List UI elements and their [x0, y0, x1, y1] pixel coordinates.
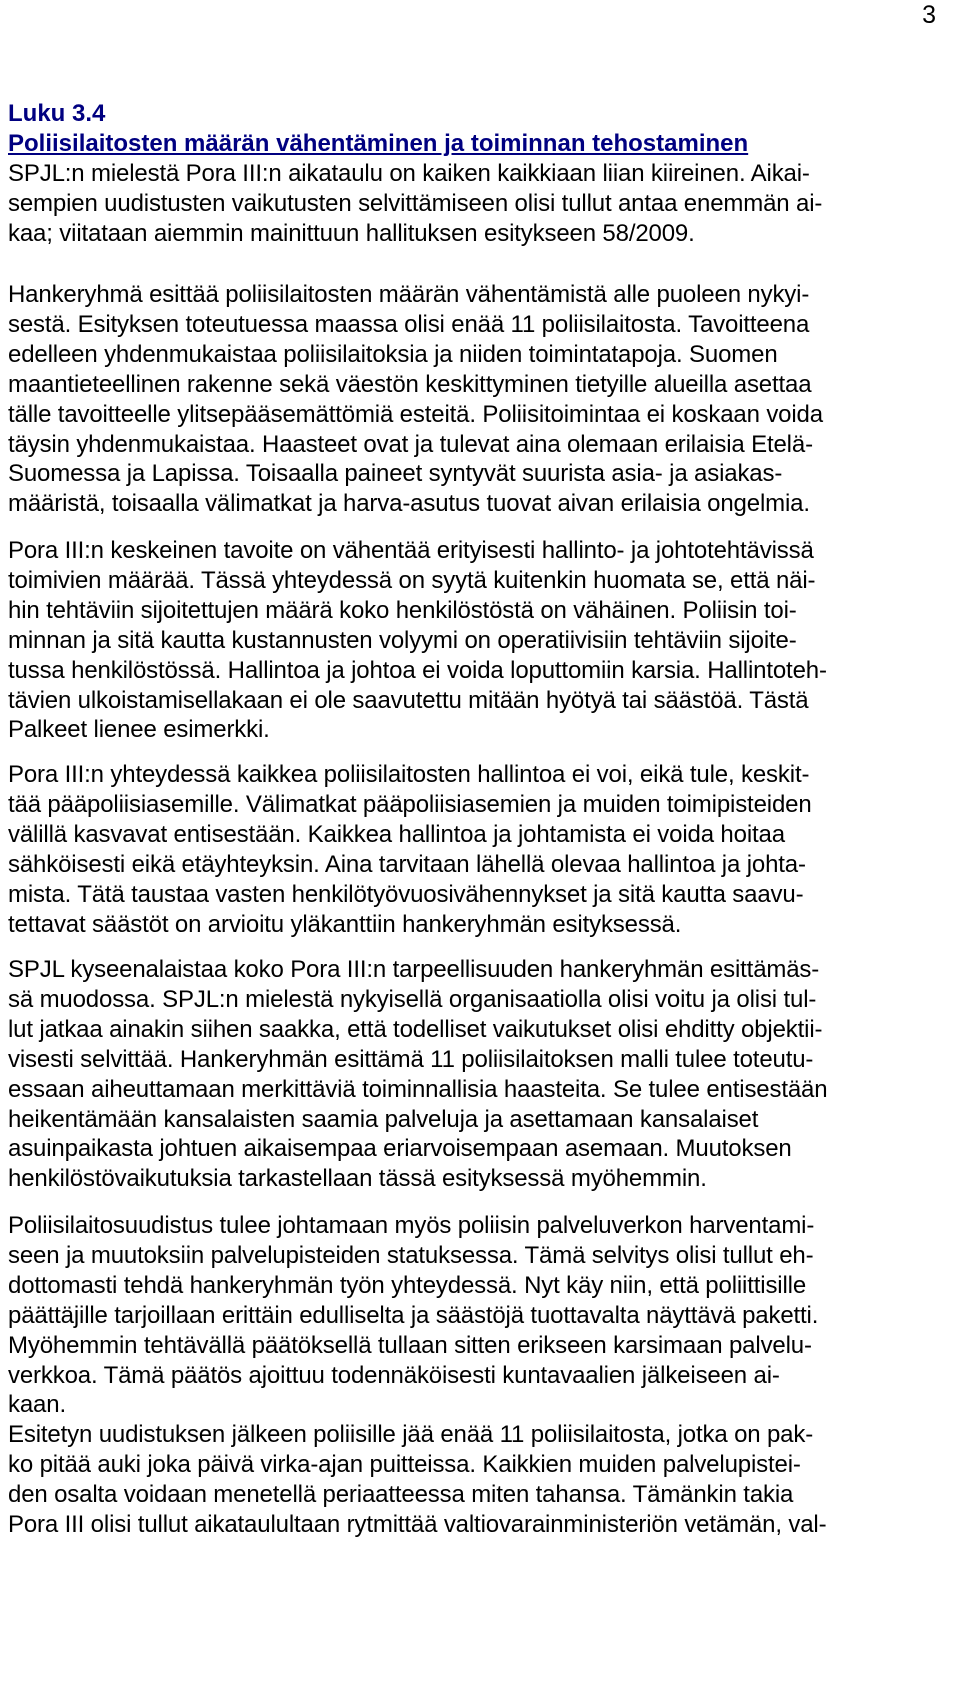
text-line: asuinpaikasta johtuen aikaisempaa eriarvoisempaan asemaan. Muutoksen: [8, 1135, 792, 1163]
text-line: Suomessa ja Lapissa. Toisaalla paineet syntyvät suurista asia- ja asiakas-: [8, 460, 783, 488]
text-line: Palkeet lienee esimerkki.: [8, 716, 270, 744]
text-line: tävien ulkoistamisellakaan ei ole saavutettu mitään hyötyä tai säästöä. Tästä: [8, 686, 809, 714]
paragraph-4: [8, 760, 812, 939]
text-line: edelleen yhdenmukaistaa poliisilaitoksia ja niiden toimintatapoja. Suomen: [8, 340, 778, 368]
text-line: sempien uudistusten vaikutusten selvittämiseen olisi tullut antaa enemmän ai-: [8, 189, 823, 217]
text-line: minnan ja sitä kautta kustannusten volyymi on operatiivisiin tehtäviin sijoite-: [8, 626, 797, 654]
text-line: tettavat säästöt on arvioitu yläkanttiin hankeryhmän esityksessä.: [8, 910, 682, 938]
text-line: määristä, toisaalla välimatkat ja harva-asutus tuovat aivan erilaisia ongelmia.: [8, 490, 810, 518]
text-line: dottomasti tehdä hankeryhmän työn yhteydessä. Nyt käy niin, että poliittisille: [8, 1271, 807, 1299]
text-line: essaan aiheuttamaan merkittäviä toiminnallisia haasteita. Se tulee entisestään: [8, 1075, 828, 1103]
text-line: Poliisilaitosuudistus tulee johtamaan myös poliisin palveluverkon harventami-: [8, 1212, 815, 1239]
text-line: Pora III olisi tullut aikataulultaan rytmittää valtiovarainministeriön vetämän, val-: [8, 1511, 827, 1539]
text-line: henkilöstövaikutuksia tarkastellaan tässä esityksessä myöhemmin.: [8, 1165, 707, 1193]
text-line: Pora III:n keskeinen tavoite on vähentää erityisesti hallinto- ja johtotehtävissä: [8, 537, 814, 564]
text-line: Esitetyn uudistuksen jälkeen poliisille jää enää 11 poliisilaitosta, jotka on pak-: [8, 1421, 814, 1449]
text-line: Myöhemmin tehtävällä päätöksellä tullaan sitten erikseen karsimaan palvelu-: [8, 1331, 812, 1359]
text-line: SPJL:n mielestä Pora III:n aikataulu on kaiken kaikkiaan liian kiireinen. Aikai-: [8, 160, 810, 187]
text-line: toimivien määrää. Tässä yhteydessä on syytä kuitenkin huomata se, että näi-: [8, 566, 816, 594]
text-line: tälle tavoitteelle ylitsepääsemättömiä esteitä. Poliisitoimintaa ei koskaan voida: [8, 400, 823, 428]
text-line: mista. Tätä taustaa vasten henkilötyövuosivähennykset ja sitä kautta saavu-: [8, 880, 804, 908]
text-line: tää pääpoliisiasemille. Välimatkat pääpoliisiasemien ja muiden toimipisteiden: [8, 790, 812, 818]
text-line: ko pitää auki joka päivä virka-ajan puitteissa. Kaikkien muiden palvelupistei-: [8, 1451, 801, 1479]
text-line: päättäjille tarjoillaan erittäin edulliselta ja säästöjä tuottavalta näyttävä paketti.: [8, 1301, 819, 1329]
paragraph-2: [8, 280, 823, 519]
text-line: kaan.: [8, 1391, 66, 1419]
text-line: kaa; viitataan aiemmin mainittuun hallituksen esitykseen 58/2009.: [8, 219, 695, 247]
paragraph-3: [8, 536, 827, 745]
paragraph-6: [8, 1211, 826, 1540]
text-line: maantieteellinen rakenne sekä väestön keskittyminen tietyille alueilla asettaa: [8, 370, 812, 398]
text-line: seen ja muutoksiin palvelupisteiden statuksessa. Tämä selvitys olisi tullut eh-: [8, 1241, 814, 1269]
text-line: Hankeryhmä esittää poliisilaitosten määrän vähentämistä alle puoleen nykyi-: [8, 281, 810, 308]
paragraph-5: [8, 955, 827, 1194]
text-line: sähköisesti eikä etäyhteyksin. Aina tarvitaan lähellä olevaa hallintoa ja johta-: [8, 850, 806, 878]
text-line: sä muodossa. SPJL:n mielestä nykyisellä organisaatiolla olisi voitu ja olisi tul-: [8, 985, 817, 1013]
text-line: visesti selvittää. Hankeryhmän esittämä 11 poliisilaitoksen malli tulee toteutu-: [8, 1045, 814, 1073]
chapter-title: Poliisilaitosten määrän vähentäminen ja toiminnan tehostaminen: [8, 130, 749, 157]
text-line: SPJL kyseenalaistaa koko Pora III:n tarpeellisuuden hankeryhmän esittämäs-: [8, 956, 820, 983]
text-line: lut jatkaa ainakin siihen saakka, että todelliset vaikutukset olisi ehditty objektii-: [8, 1015, 823, 1043]
text-line: täysin yhdenmukaistaa. Haasteet ovat ja tulevat aina olemaan erilaisia Etelä-: [8, 430, 813, 458]
text-line: den osalta voidaan menetellä periaatteessa miten tahansa. Tämänkin takia: [8, 1481, 794, 1509]
paragraph-1: [8, 159, 822, 249]
section-heading: [8, 99, 748, 159]
text-line: välillä kasvavat entisestään. Kaikkea hallintoa ja johtamista ei voida hoitaa: [8, 820, 785, 848]
text-line: tussa henkilöstössä. Hallintoa ja johtoa ei voida loputtomiin karsia. Hallintoteh-: [8, 656, 827, 684]
chapter-number: Luku 3.4: [8, 100, 106, 127]
text-line: sestä. Esityksen toteutuessa maassa olisi enää 11 poliisilaitosta. Tavoitteena: [8, 310, 810, 338]
text-line: Pora III:n yhteydessä kaikkea poliisilaitosten hallintoa ei voi, eikä tule, keskit-: [8, 761, 810, 788]
text-line: heikentämään kansalaisten saamia palveluja ja asettamaan kansalaiset: [8, 1105, 759, 1133]
page-number: 3: [922, 1, 936, 29]
text-line: verkkoa. Tämä päätös ajoittuu todennäköisesti kuntavaalien jälkeiseen ai-: [8, 1361, 780, 1389]
text-line: hin tehtäviin sijoitettujen määrä koko henkilöstöstä on vähäinen. Poliisin toi-: [8, 596, 797, 624]
